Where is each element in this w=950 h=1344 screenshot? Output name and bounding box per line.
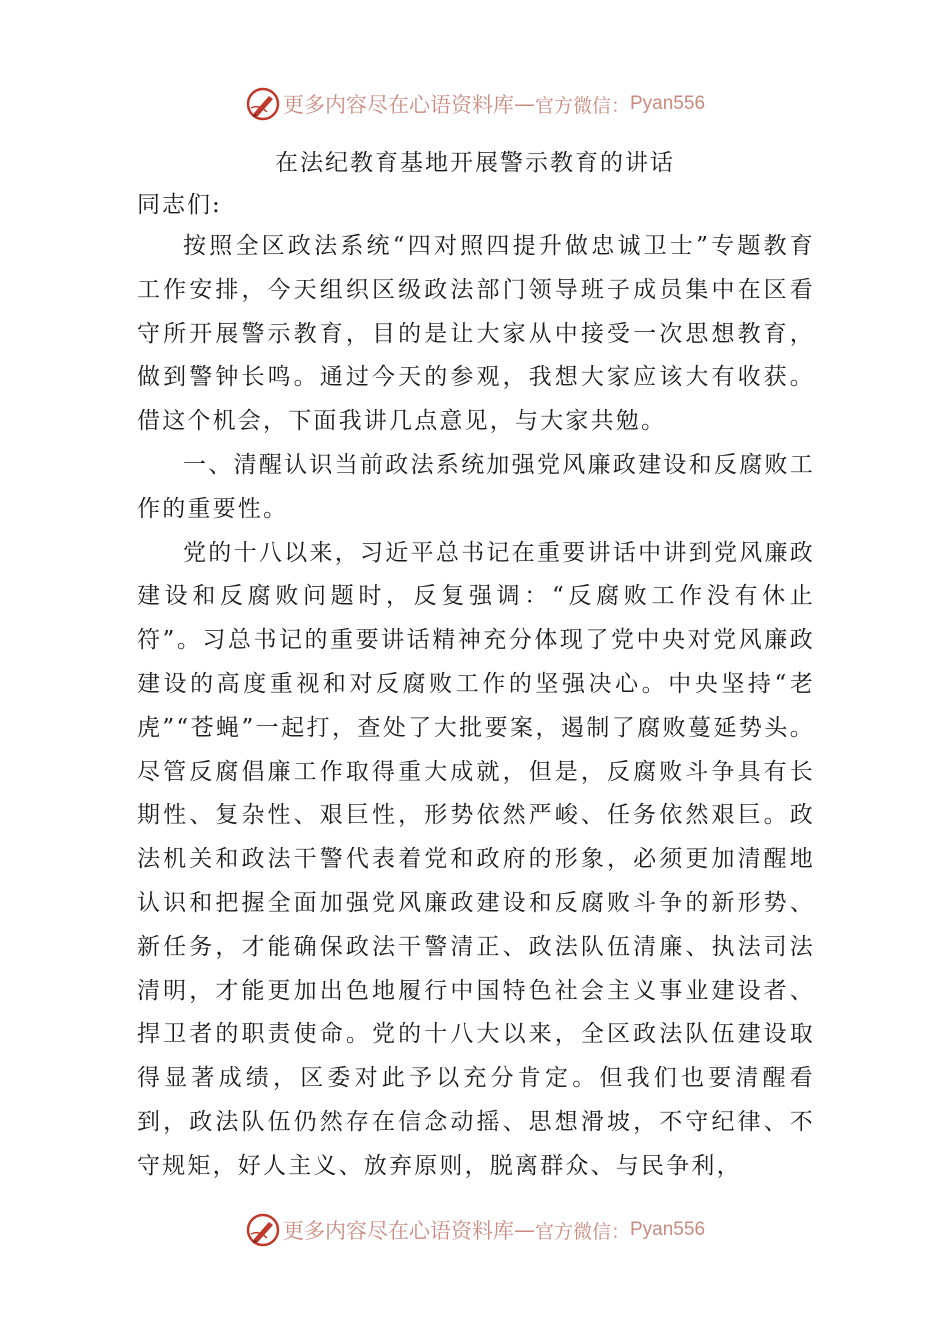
- watermark-handle: Pyan556: [630, 93, 706, 114]
- document-title: 在法纪教育基地开展警示教育的讲话: [275, 150, 675, 176]
- watermark-separator: —: [513, 1218, 535, 1242]
- watermark-separator: —: [513, 92, 535, 116]
- watermark-banner-bottom: [0, 1210, 950, 1250]
- document-body: [137, 225, 815, 1189]
- watermark-handle: Pyan556: [630, 1219, 706, 1240]
- paragraph: 党的十八以来，习近平总书记在重要讲话中讲到党风廉政建设和反腐败问题时，反复强调：“反腐败工作没有休止符”。习总书记的重要讲话精神充分体现了党中央对党风廉政建设的高度重视和对反腐败工作的坚强决心。中央坚持“老虎”“苍蝇”一起打，查处了大批要案，遏制了腐败蔓延势头。尽管反腐倡廉工作取得重大成就，但是，反腐败斗争具有长期性、复杂性、艰巨性，形势依然严峻、任务依然艰巨。政法机关和政法干警代表着党和政府的形象，必须更加清醒地认识和把握全面加强党风廉政建设和反腐败斗争的新形势、新任务，才能确保政法干警清正、政法队伍清廉、执法司法清明，才能更加出色地履行中国特色社会主义事业建设者、捍卫者的职责使命。党的十八大以来，全区政法队伍建设取得显著成绩，区委对此予以充分肯定。但我们也要清醒看到，政法队伍仍然存在信念动摇、思想滑坡，不守纪律、不守规矩，好人主义、放弃原则，脱离群众、与民争利，: [137, 539, 815, 1179]
- salutation: 同志们:: [137, 192, 222, 218]
- watermark-site-text: 更多内容尽在心语资料库: [282, 1219, 514, 1243]
- pen-logo-icon: [245, 86, 281, 122]
- watermark-contact-label: 官方微信：: [534, 1220, 630, 1243]
- watermark-contact-label: 官方微信：: [534, 94, 630, 117]
- watermark-banner-top: [0, 84, 950, 124]
- section-heading: 一、清醒认识当前政法系统加强党风廉政建设和反腐败工作的重要性。: [137, 451, 815, 522]
- paragraph: 按照全区政法系统“四对照四提升做忠诚卫士”专题教育工作安排，今天组织区级政法部门领导班子成员集中在区看守所开展警示教育，目的是让大家从中接受一次思想教育，做到警钟长鸣。通过今天的参观，我想大家应该大有收获。借这个机会，下面我讲几点意见，与大家共勉。: [137, 233, 815, 435]
- watermark-site-text: 更多内容尽在心语资料库: [282, 93, 514, 117]
- pen-logo-icon: [245, 1212, 281, 1248]
